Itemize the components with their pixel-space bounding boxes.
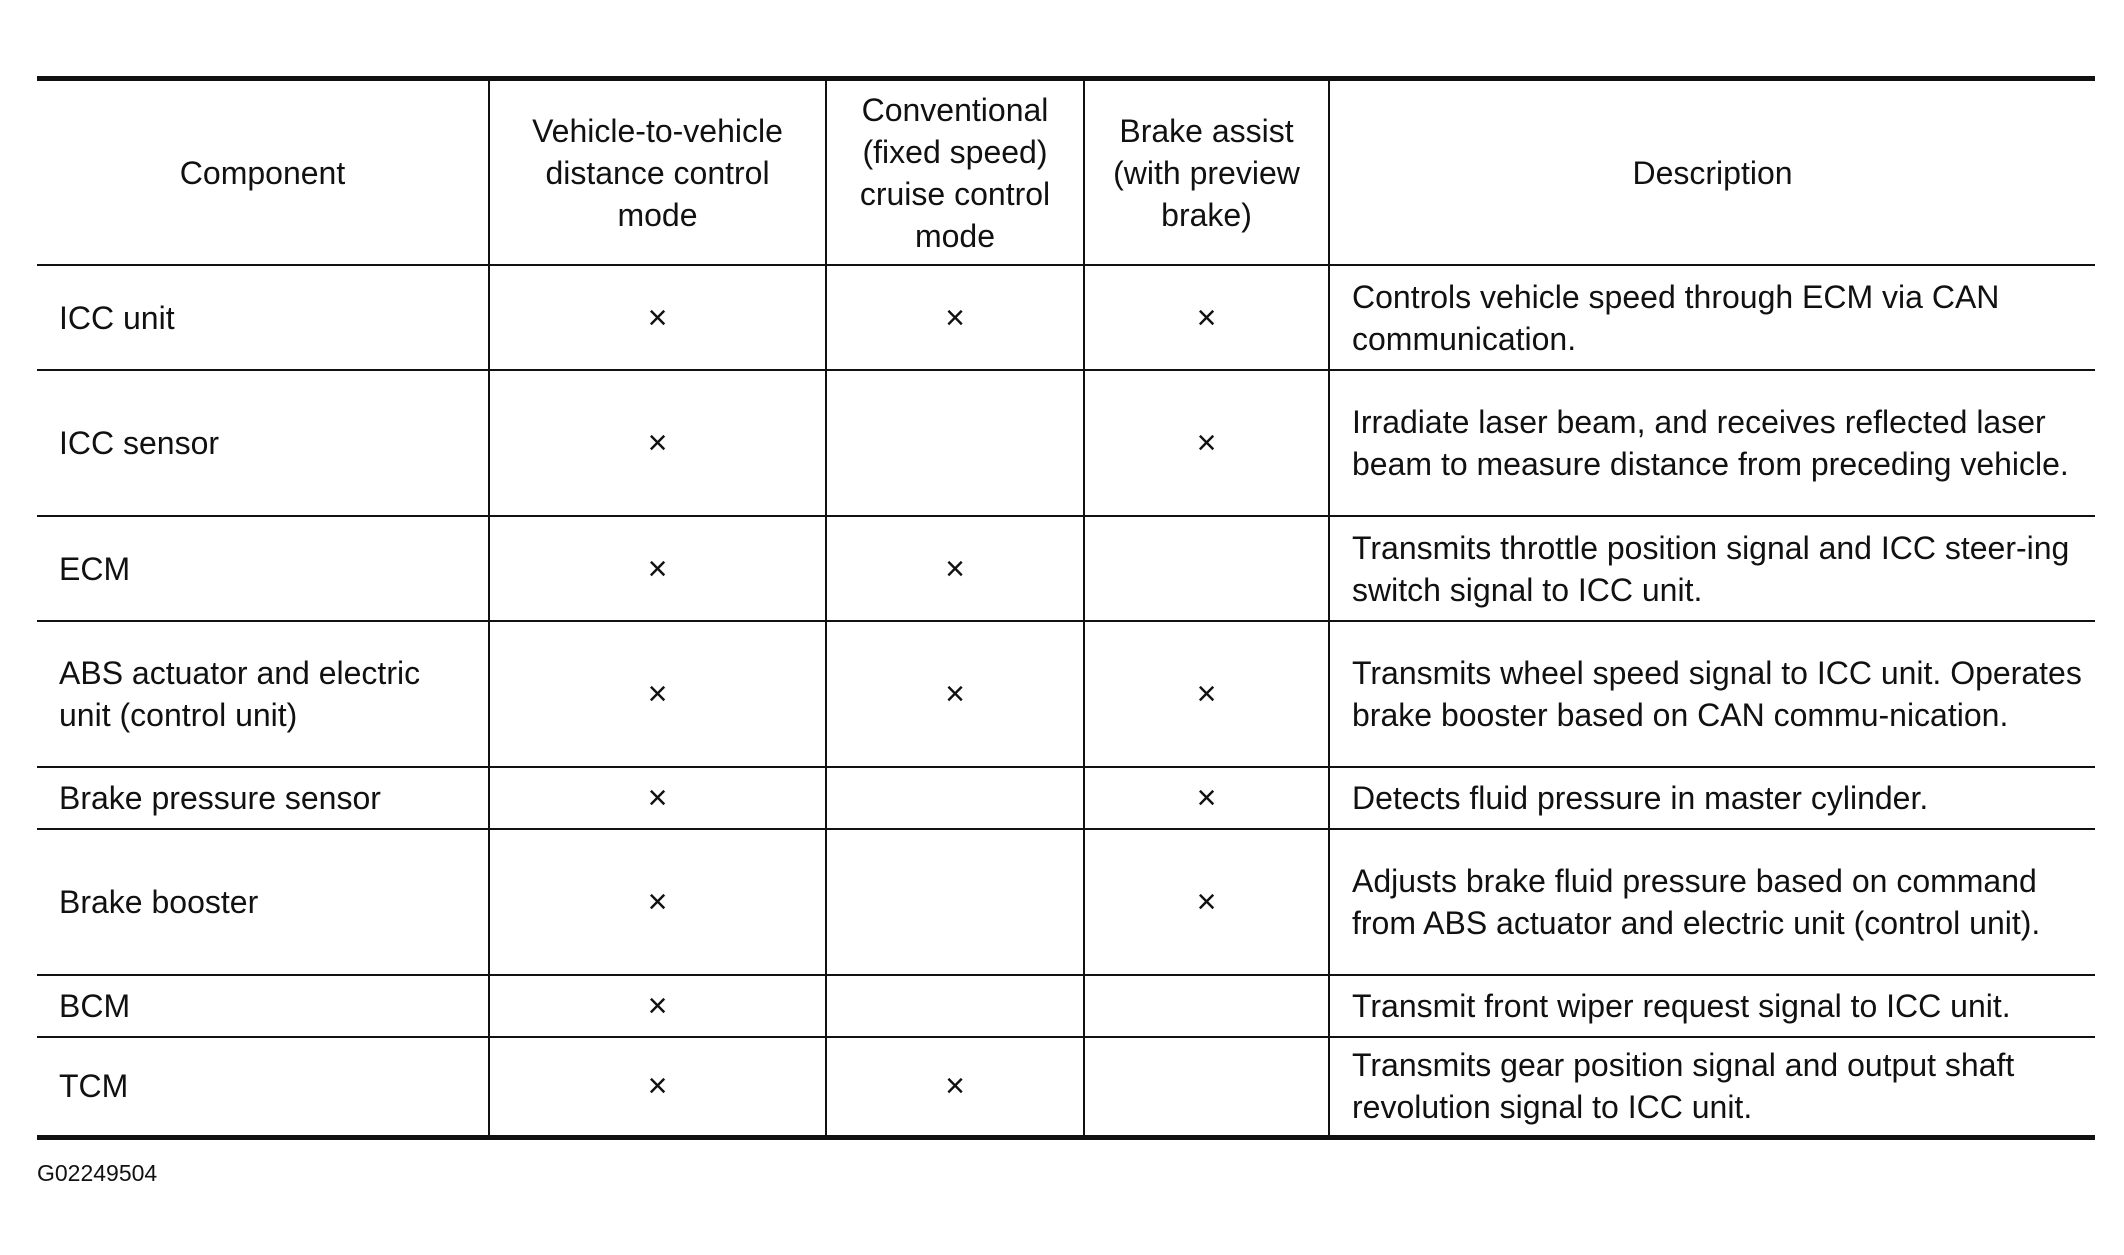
cell-distance-mode-mark: ×: [489, 767, 826, 829]
component-function-table: [37, 76, 2095, 1140]
table-header: [37, 79, 2095, 266]
cell-conventional-mode-mark: [826, 829, 1084, 975]
component-table-container: [37, 76, 2095, 1140]
table-row: [37, 975, 2095, 1037]
cell-conventional-mode-mark: ×: [826, 516, 1084, 621]
cell-description: Transmits throttle position signal and ICC steer-ing switch signal to ICC unit.: [1329, 516, 2095, 621]
header-distance-control-mode: Vehicle-to-vehicle distance control mode: [489, 79, 826, 266]
table-row: [37, 829, 2095, 975]
cell-conventional-mode-mark: ×: [826, 1037, 1084, 1137]
cell-brake-assist-mark: [1084, 516, 1329, 621]
cell-description: Transmits gear position signal and output shaft revolution signal to ICC unit.: [1329, 1037, 2095, 1137]
table-row: [37, 516, 2095, 621]
cell-component: Brake booster: [37, 829, 489, 975]
cell-description: Irradiate laser beam, and receives reflected laser beam to measure distance from preceding vehicle.: [1329, 370, 2095, 516]
cell-conventional-mode-mark: ×: [826, 265, 1084, 370]
cell-description: Controls vehicle speed through ECM via CAN communication.: [1329, 265, 2095, 370]
cell-conventional-mode-mark: [826, 767, 1084, 829]
cell-component: ICC unit: [37, 265, 489, 370]
table-row: [37, 1037, 2095, 1137]
cell-conventional-mode-mark: ×: [826, 621, 1084, 767]
cell-brake-assist-mark: ×: [1084, 370, 1329, 516]
cell-distance-mode-mark: ×: [489, 621, 826, 767]
cell-description: Adjusts brake fluid pressure based on command from ABS actuator and electric unit (control unit).: [1329, 829, 2095, 975]
cell-brake-assist-mark: [1084, 975, 1329, 1037]
cell-distance-mode-mark: ×: [489, 1037, 826, 1137]
cell-distance-mode-mark: ×: [489, 370, 826, 516]
cell-conventional-mode-mark: [826, 370, 1084, 516]
cell-component: ABS actuator and electric unit (control unit): [37, 621, 489, 767]
header-brake-assist: Brake assist (with preview brake): [1084, 79, 1329, 266]
cell-component: BCM: [37, 975, 489, 1037]
cell-description: Transmit front wiper request signal to ICC unit.: [1329, 975, 2095, 1037]
table-row: [37, 265, 2095, 370]
cell-distance-mode-mark: ×: [489, 265, 826, 370]
header-component: Component: [37, 79, 489, 266]
table-body: [37, 265, 2095, 1137]
cell-brake-assist-mark: [1084, 1037, 1329, 1137]
table-row: [37, 767, 2095, 829]
header-conventional-cruise-mode: Conventional (fixed speed) cruise control mode: [826, 79, 1084, 266]
cell-component: Brake pressure sensor: [37, 767, 489, 829]
cell-component: ICC sensor: [37, 370, 489, 516]
cell-conventional-mode-mark: [826, 975, 1084, 1037]
table-row: [37, 621, 2095, 767]
cell-brake-assist-mark: ×: [1084, 767, 1329, 829]
cell-brake-assist-mark: ×: [1084, 265, 1329, 370]
header-row: [37, 79, 2095, 266]
cell-distance-mode-mark: ×: [489, 829, 826, 975]
cell-component: TCM: [37, 1037, 489, 1137]
cell-description: Transmits wheel speed signal to ICC unit. Operates brake booster based on CAN commu-nication.: [1329, 621, 2095, 767]
cell-description: Detects fluid pressure in master cylinder.: [1329, 767, 2095, 829]
figure-id-label: G02249504: [37, 1160, 158, 1186]
cell-distance-mode-mark: ×: [489, 516, 826, 621]
table-row: [37, 370, 2095, 516]
cell-brake-assist-mark: ×: [1084, 621, 1329, 767]
cell-component: ECM: [37, 516, 489, 621]
cell-distance-mode-mark: ×: [489, 975, 826, 1037]
cell-brake-assist-mark: ×: [1084, 829, 1329, 975]
header-description: Description: [1329, 79, 2095, 266]
